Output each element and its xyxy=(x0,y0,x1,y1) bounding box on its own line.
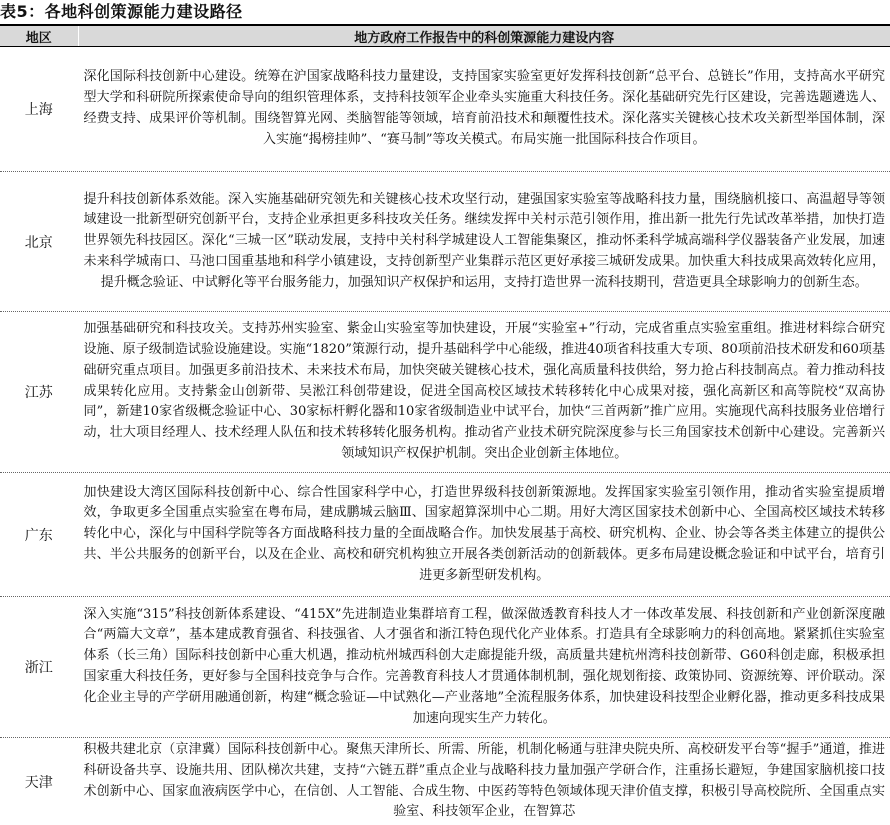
content-cell: 深入实施“315”科技创新体系建设、“415X”先进制造业集群培育工程，做深做透教育科技人才一体改革发展、科技创新和产业创新深度融合“两篇大文章”，基本建成教育强省、科技强省、人才强省和浙江特色现代化产业体系。打造具有全球影响力的科创高地。紧紧抓住实验室体系（长三角）国际科技创新中心重大机遇，推动杭州城西科创大走廊提能升级，高质量共建杭州湾科技创新带、G60科创走廊，积极承担国家重大科技任务，更好参与全国科技竞争与合作。完善教育科技人才贯通体制机制，强化规划衔接、政策协同、资源统筹、评价联动。深化企业主导的产学研用融通创新，构建“概念验证—中试熟化—产业落地”全流程服务体系，加快建设科技型企业孵化器，推动更多科技成果加速向现实生产力转化。 xyxy=(78,597,890,738)
table-caption: 表5：各地科创策源能力建设路径 xyxy=(0,0,243,24)
table-row xyxy=(0,473,890,597)
table-row xyxy=(0,597,890,738)
table-row xyxy=(0,738,890,825)
region-cell: 浙江 xyxy=(0,597,78,738)
content-cell: 加快建设大湾区国际科技创新中心、综合性国家科学中心，打造世界级科技创新策源地。发挥国家实验室引领作用，推动省实验室提质增效，争取更多全国重点实验室在粤布局，建成鹏城云脑Ⅲ、国家超算深圳中心二期。用好大湾区国家技术创新中心、全国高校区域技术转移转化中心，深化与中国科学院等各方面战略科技力量的全面战略合作。加快发展基于高校、研究机构、企业、协会等各类主体建立的提供公共、半公共服务的创新平台，以及在企业、高校和研究机构独立开展各类创新活动的创新载体。更多布局建设概念验证和中试平台，培育引进更多新型研发机构。 xyxy=(78,473,890,597)
table-row xyxy=(0,47,890,172)
content-cell: 深化国际科技创新中心建设。统筹在沪国家战略科技力量建设，支持国家实验室更好发挥科技创新“总平台、总链长”作用，支持高水平研究型大学和科研院所探索使命导向的组织管理体系，支持科技领军企业牵头实施重大科技任务。深化基础研究先行区建设，完善选题遴选人、经费支持、成果评价等机制。围绕智算光网、类脑智能等领域，培育前沿技术和颠覆性技术。深化落实关键核心技术攻关新型举国体制，深入实施“揭榜挂帅”、“赛马制”等攻关模式。布局实施一批国际科技合作项目。 xyxy=(78,47,890,172)
region-table xyxy=(0,24,890,825)
region-cell: 上海 xyxy=(0,47,78,172)
content-cell: 积极共建北京（京津冀）国际科技创新中心。聚焦天津所长、所需、所能，机制化畅通与驻津央院央所、高校研发平台等“握手”通道，推进科研设备共享、设施共用、团队梯次共建，支持“六链五群”重点企业与战略科技力量加强产学研合作，注重扬长避短，争建国家脑机接口技术创新中心、国家血液病医学中心，在信创、人工智能、合成生物、中医药等特色领域体现天津价值支撑，积极引导高校院所、全国重点实验室、科技领军企业，在智算芯 xyxy=(78,738,890,825)
table-row xyxy=(0,172,890,312)
header-content: 地方政府工作报告中的科创策源能力建设内容 xyxy=(78,25,890,47)
region-cell: 北京 xyxy=(0,172,78,312)
region-cell: 江苏 xyxy=(0,312,78,473)
header-row xyxy=(0,25,890,47)
table-row xyxy=(0,312,890,473)
header-region: 地区 xyxy=(0,25,78,47)
content-cell: 加强基础研究和科技攻关。支持苏州实验室、紫金山实验室等加快建设，开展“实验室+”行动，完成省重点实验室重组。推进材料综合研究设施、原子级制造试验设施建设。实施“1820”策源行动，提升基础科学中心能级，推进40项省科技重大专项、80项前沿技术研发和60项基础研究重点项目。加强更多前沿技术、未来技术布局，加快突破关键核心技术，强化高质量科技供给，努力抢占科技制高点。着力推动科技成果转化应用。支持紫金山创新带、吴淞江科创带建设，促进全国高校区域技术转移转化中心成果对接，强化高新区和高等院校“双高协同”，新建10家省级概念验证中心、30家标杆孵化器和10家省级制造业中试平台，加快“三首两新”推广应用。实施现代高科技服务业倍增行动，壮大项目经理人、技术经理人队伍和技术转移转化服务机构。推动省产业技术研究院深度参与长三角国家技术创新中心建设。完善新兴领域知识产权保护机制。突出企业创新主体地位。 xyxy=(78,312,890,473)
region-cell: 天津 xyxy=(0,738,78,825)
content-cell: 提升科技创新体系效能。深入实施基础研究领先和关键核心技术攻坚行动，建强国家实验室等战略科技力量，围绕脑机接口、高温超导等领域建设一批新型研究创新平台，支持企业承担更多科技攻关任务。继续发挥中关村示范引领作用，推出新一批先行先试改革举措，加快打造世界领先科技园区。深化“三城一区”联动发展，支持中关村科学城建设人工智能集聚区，推动怀柔科学城高端科学仪器装备产业发展，加速未来科学城南口、马池口国重基地和科学小镇建设，支持创新型产业集群示范区更好承接三城研发成果。加快重大科技成果高效转化应用，提升概念验证、中试孵化等平台服务能力，加强知识产权保护和运用，支持打造世界一流科技期刊，营造更具全球影响力的创新生态。 xyxy=(78,172,890,312)
region-cell: 广东 xyxy=(0,473,78,597)
